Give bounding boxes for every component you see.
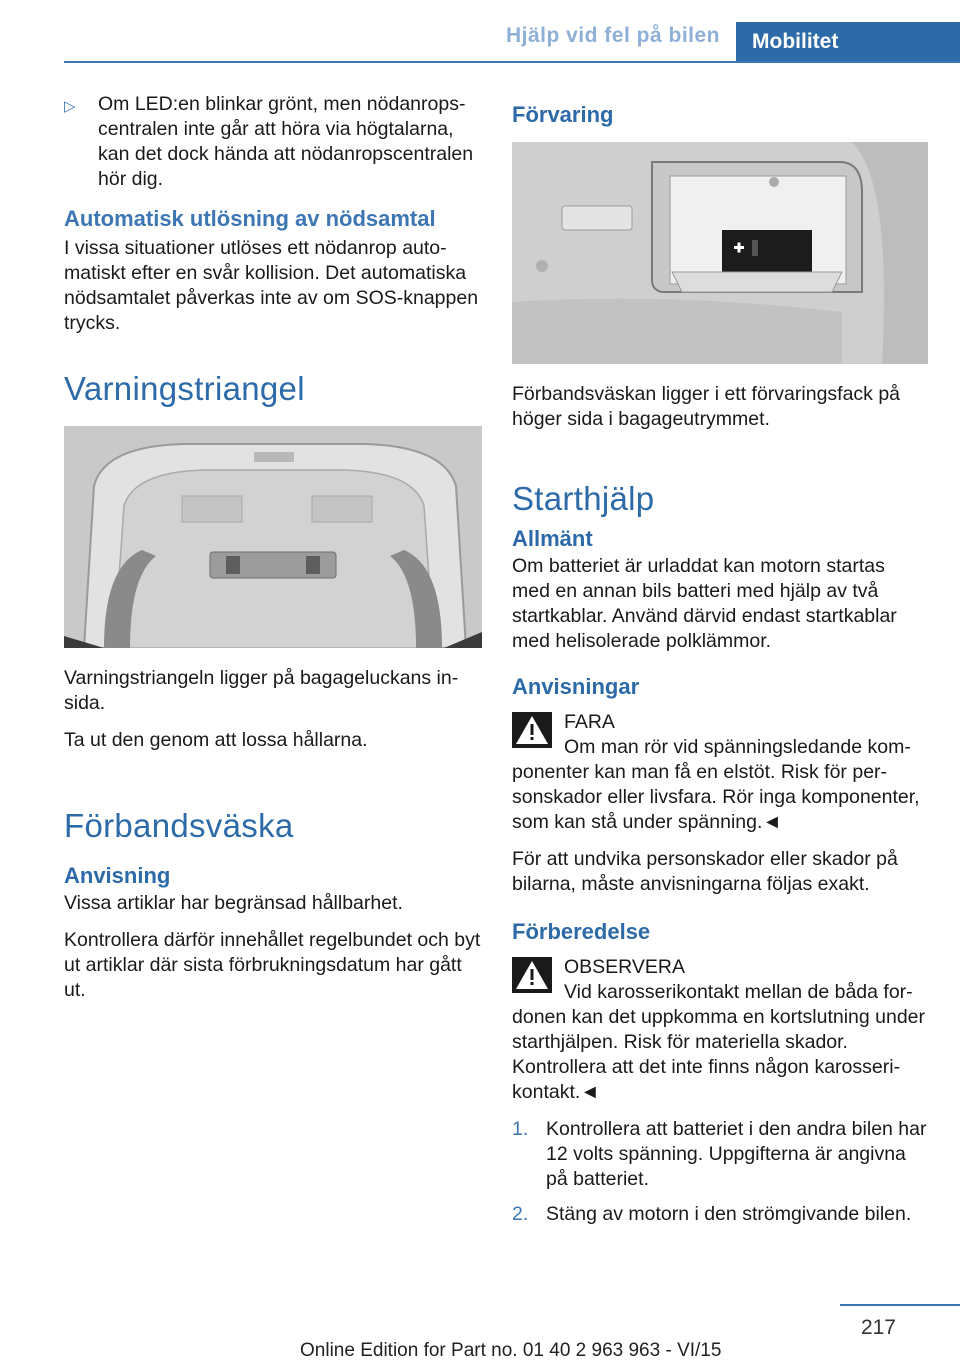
danger-text — [512, 735, 928, 835]
note-text-2: Kontrollera därför innehållet regelbundet och byt ut artiklar där sista förbrukningsdatum har gått ut. — [64, 929, 481, 1001]
jump-start-heading: Starthjälp — [512, 480, 655, 517]
auto-call-text: I vissa situationer utlöses ett nödanrop automatiskt efter en svår kollision. Det automatiska nödsamtalet påverkas inte av om SOS-knappen trycks. — [64, 237, 479, 334]
list-item — [64, 92, 482, 192]
edition-line: Online Edition for Part no. 01 40 2 963 963 - VI/15 — [300, 1340, 722, 1361]
left-column — [64, 92, 482, 1015]
general-heading: Allmänt — [512, 526, 593, 551]
auto-call-heading: Automatisk utlösning av nödsamtal — [64, 206, 436, 231]
danger-text-content: Om man rör vid spänningsledande komponenter kan man få en elstöt. Risk för personskador eller livsfara. Rör inga komponenter, som kan stå under spänning.◄ — [512, 736, 920, 833]
danger-block — [512, 710, 928, 835]
caution-text-content: Vid karosserikontakt mellan de båda fordonen kan det uppkomma en kortslutning under starthjälpen. Risk för materiella skador. Kontrollera att det inte finns någon karosserikontakt.◄ — [512, 981, 926, 1103]
step-text: Kontrollera att batteriet i den andra bilen har 12 volts spänning. Uppgifterna är angivna på batteriet. — [546, 1118, 927, 1190]
storage-heading: Förvaring — [512, 102, 614, 127]
caution-title: OBSERVERA — [564, 956, 686, 978]
trunk-lid-illustration — [64, 426, 482, 648]
danger-title: FARA — [564, 711, 615, 733]
header-tab-mobility: Mobilitet — [736, 22, 960, 62]
bullet-text: Om LED:en blinkar grönt, men nödanropscentralen inte går att höra via högtalarna, kan det dock hända att nödanropscentralen hör dig. — [98, 93, 474, 190]
footer-rule — [840, 1304, 960, 1306]
storage-compartment-image — [512, 142, 928, 364]
step-text: Stäng av motorn i den strömgivande bilen. — [546, 1203, 912, 1225]
storage-caption: Förbandsväskan ligger i ett förvaringsfack på höger sida i bagageutrymmet. — [512, 383, 901, 430]
first-aid-kit-heading: Förbandsväska — [64, 807, 294, 844]
caution-block — [512, 955, 928, 1105]
header-section-title: Hjälp vid fel på bilen — [505, 24, 720, 47]
note-text-1: Vissa artiklar har begränsad hållbarhet. — [64, 892, 403, 914]
step-number: 2. — [512, 1203, 529, 1225]
notes-heading: Anvisningar — [512, 674, 640, 699]
avoid-text: För att undvika personskador eller skador på bilarna, måste anvisningarna följas exakt. — [512, 848, 898, 895]
note-heading: Anvisning — [64, 863, 171, 888]
right-column — [512, 92, 928, 1237]
triangle-bullet-icon: ▷ — [64, 98, 76, 115]
storage-compartment-illustration — [512, 142, 928, 364]
page-footer — [0, 1300, 960, 1362]
warning-icon — [512, 712, 552, 748]
caution-text — [512, 980, 928, 1105]
general-text: Om batteriet är urladdat kan motorn startas med en annan bils batteri med hjälp av två startkablar. Använd därvid endast startkablar med helisolerade polklämmor. — [512, 555, 897, 652]
warning-triangle-heading: Varningstriangel — [64, 370, 305, 407]
list-item — [512, 1202, 928, 1227]
preparation-heading: Förberedelse — [512, 919, 651, 944]
warning-triangle-caption: Varningstriangeln ligger på bagageluckans insida. — [64, 667, 459, 714]
warning-icon — [512, 957, 552, 993]
page-number: 217 — [860, 1316, 896, 1339]
header-rule — [64, 61, 960, 63]
list-item — [512, 1117, 928, 1192]
trunk-lid-image — [64, 426, 482, 648]
page-header — [0, 0, 960, 62]
warning-triangle-text: Ta ut den genom att lossa hållarna. — [64, 729, 368, 751]
step-number: 1. — [512, 1118, 529, 1140]
